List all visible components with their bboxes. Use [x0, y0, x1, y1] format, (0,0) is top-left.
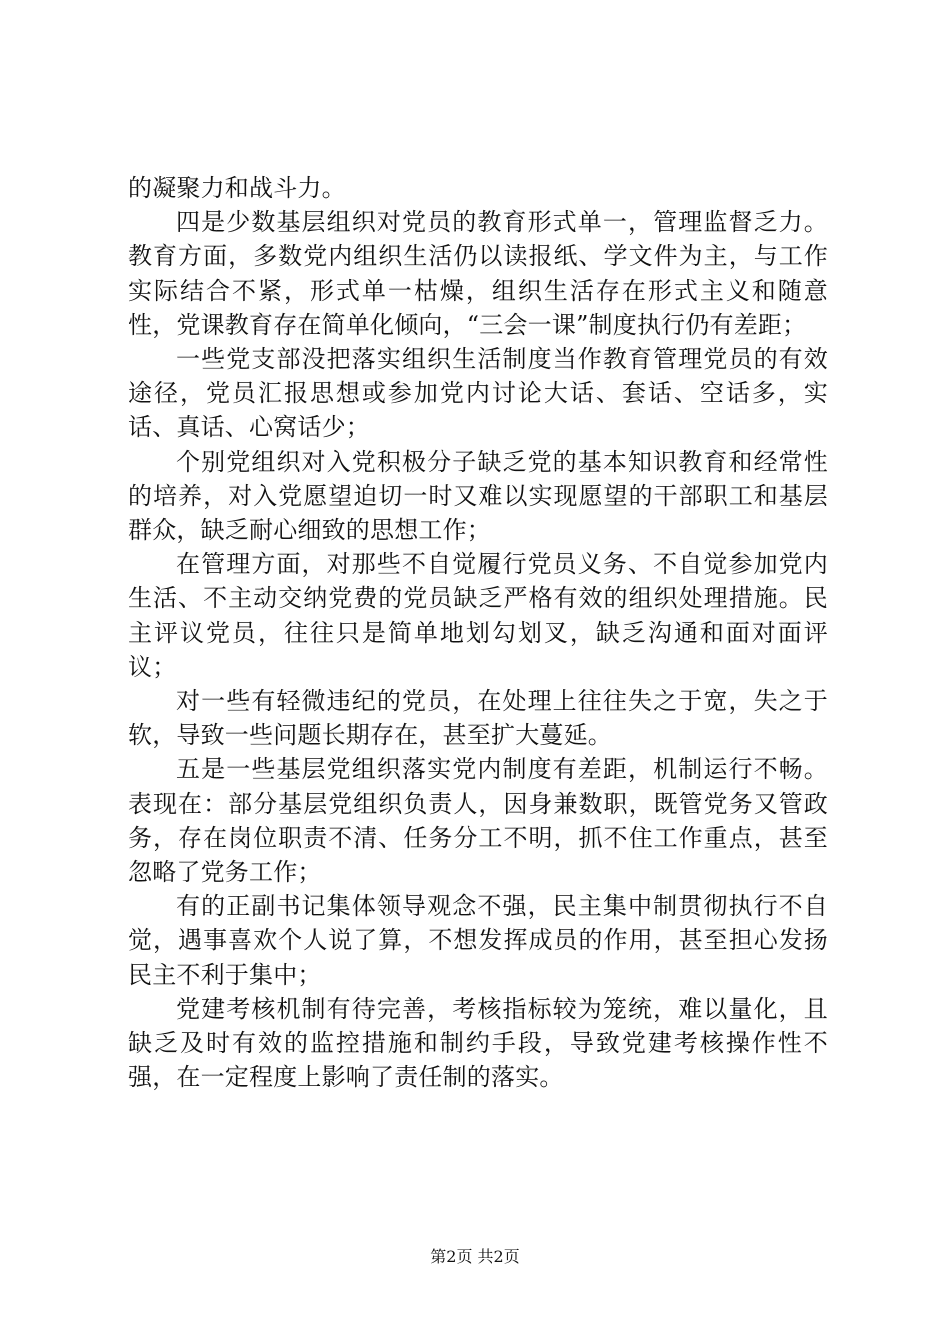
paragraph-discipline: 对一些有轻微违纪的党员，在处理上往往失之于宽，失之于软，导致一些问题长期存在，甚至扩大蔓延。 — [128, 687, 828, 750]
paragraph-leadership: 有的正副书记集体领导观念不强，民主集中制贯彻执行不自觉，遇事喜欢个人说了算，不想发挥成员的作用，甚至担心发扬民主不利于集中； — [128, 892, 828, 989]
document-body — [128, 171, 828, 1094]
paragraph-party-branch: 一些党支部没把落实组织生活制度当作教育管理党员的有效途径，党员汇报思想或参加党内讨论大话、套话、空话多，实话、真话、心窝话少； — [128, 345, 828, 442]
paragraph-point-four: 四是少数基层组织对党员的教育形式单一，管理监督乏力。教育方面，多数党内组织生活仍以读报纸、学文件为主，与工作实际结合不紧，形式单一枯燥，组织生活存在形式主义和随意性，党课教育存在简单化倾向，“三会一课”制度执行仍有差距； — [128, 208, 828, 339]
page-number-footer: 第2页 共2页 — [430, 1247, 520, 1266]
paragraph-continuation: 的凝聚力和战斗力。 — [128, 174, 346, 202]
paragraph-assessment: 党建考核机制有待完善，考核指标较为笼统，难以量化，且缺乏及时有效的监控措施和制约手段，导致党建考核操作性不强，在一定程度上影响了责任制的落实。 — [128, 994, 828, 1092]
paragraph-management: 在管理方面，对那些不自觉履行党员义务、不自觉参加党内生活、不主动交纳党费的党员缺乏严格有效的组织处理措施。民主评议党员，往往只是简单地划勾划叉，缺乏沟通和面对面评议； — [128, 550, 828, 681]
paragraph-point-five: 五是一些基层党组织落实党内制度有差距，机制运行不畅。表现在：部分基层党组织负责人，因身兼数职，既管党务又管政务，存在岗位职责不清、任务分工不明，抓不住工作重点，甚至忽略了党务工作； — [128, 755, 828, 887]
paragraph-activists: 个别党组织对入党积极分子缺乏党的基本知识教育和经常性的培养，对入党愿望迫切一时又难以实现愿望的干部职工和基层群众，缺乏耐心细致的思想工作； — [128, 447, 828, 545]
